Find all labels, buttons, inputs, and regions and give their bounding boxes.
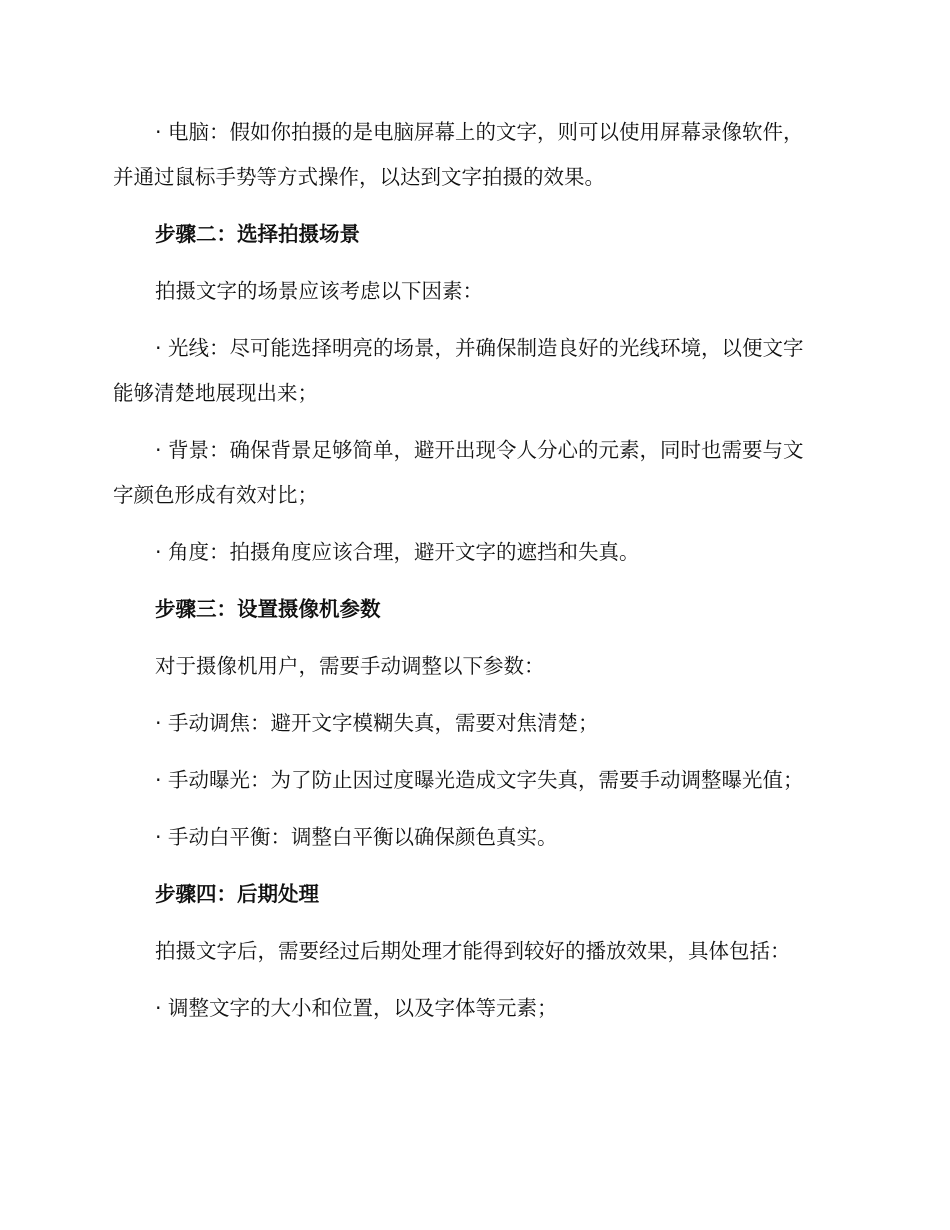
heading-step-four: 步骤四：后期处理 [155,882,319,906]
bullet-white-balance: · 手动白平衡：调整白平衡以确保颜色真实。 [155,825,558,849]
camera-intro: 对于摄像机用户，需要手动调整以下参数： [155,654,545,678]
post-processing-intro: 拍摄文字后，需要经过后期处理才能得到较好的播放效果，具体包括： [155,939,791,963]
bullet-angle: · 角度：拍摄角度应该合理，避开文字的遮挡和失真。 [155,540,640,564]
bullet-adjust-text: · 调整文字的大小和位置，以及字体等元素； [155,996,558,1020]
scene-intro: 拍摄文字的场景应该考虑以下因素： [155,279,483,303]
bullet-computer: · 电脑：假如你拍摄的是电脑屏幕上的文字，则可以使用屏幕录像软件，并通过鼠标手势等方式操作，以达到文字拍摄的效果。 [113,120,804,189]
bullet-lighting: · 光线：尽可能选择明亮的场景，并确保制造良好的光线环境，以便文字能够清楚地展现出来； [113,336,804,405]
bullet-background: · 背景：确保背景足够简单，避开出现令人分心的元素，同时也需要与文字颜色形成有效对比； [113,438,804,507]
heading-step-three: 步骤三：设置摄像机参数 [155,597,381,621]
bullet-manual-exposure: · 手动曝光：为了防止因过度曝光造成文字失真，需要手动调整曝光值； [155,768,804,792]
heading-step-two: 步骤二：选择拍摄场景 [155,222,360,246]
bullet-manual-focus: · 手动调焦：避开文字模糊失真，需要对焦清楚； [155,711,599,735]
